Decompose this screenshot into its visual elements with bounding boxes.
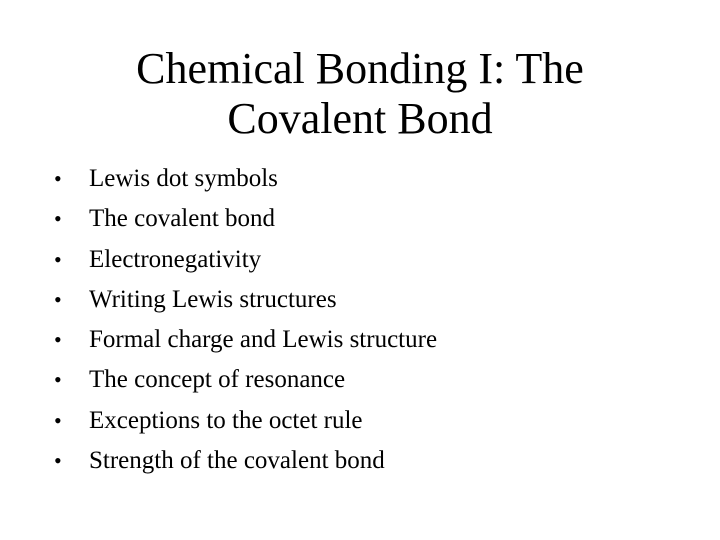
bullet-icon: •: [54, 286, 62, 312]
bullet-text: Electronegativity: [89, 245, 262, 273]
bullet-icon: •: [54, 166, 62, 191]
slide-title-line-2: Covalent Bond: [227, 94, 493, 143]
bullet-text: Lewis dot symbols: [89, 165, 278, 192]
bullet-text: The covalent bond: [89, 205, 276, 233]
bullet-text: Formal charge and Lewis structure: [89, 326, 438, 354]
bullet-icon: •: [54, 448, 62, 474]
bullet-icon: •: [54, 407, 62, 433]
bullet-text: Writing Lewis structures: [89, 285, 337, 313]
bullet-text: The concept of resonance: [89, 366, 346, 394]
bullet-text: Strength of the covalent bond: [89, 447, 385, 475]
bullet-icon: •: [54, 367, 62, 393]
bullet-icon: •: [54, 246, 62, 272]
bullet-icon: •: [54, 206, 62, 232]
bullet-text: Exceptions to the octet rule: [89, 406, 363, 434]
slide-title: [60, 44, 660, 144]
bullet-icon: •: [54, 327, 62, 353]
slide-title-line-1: Chemical Bonding I: The: [136, 44, 584, 93]
